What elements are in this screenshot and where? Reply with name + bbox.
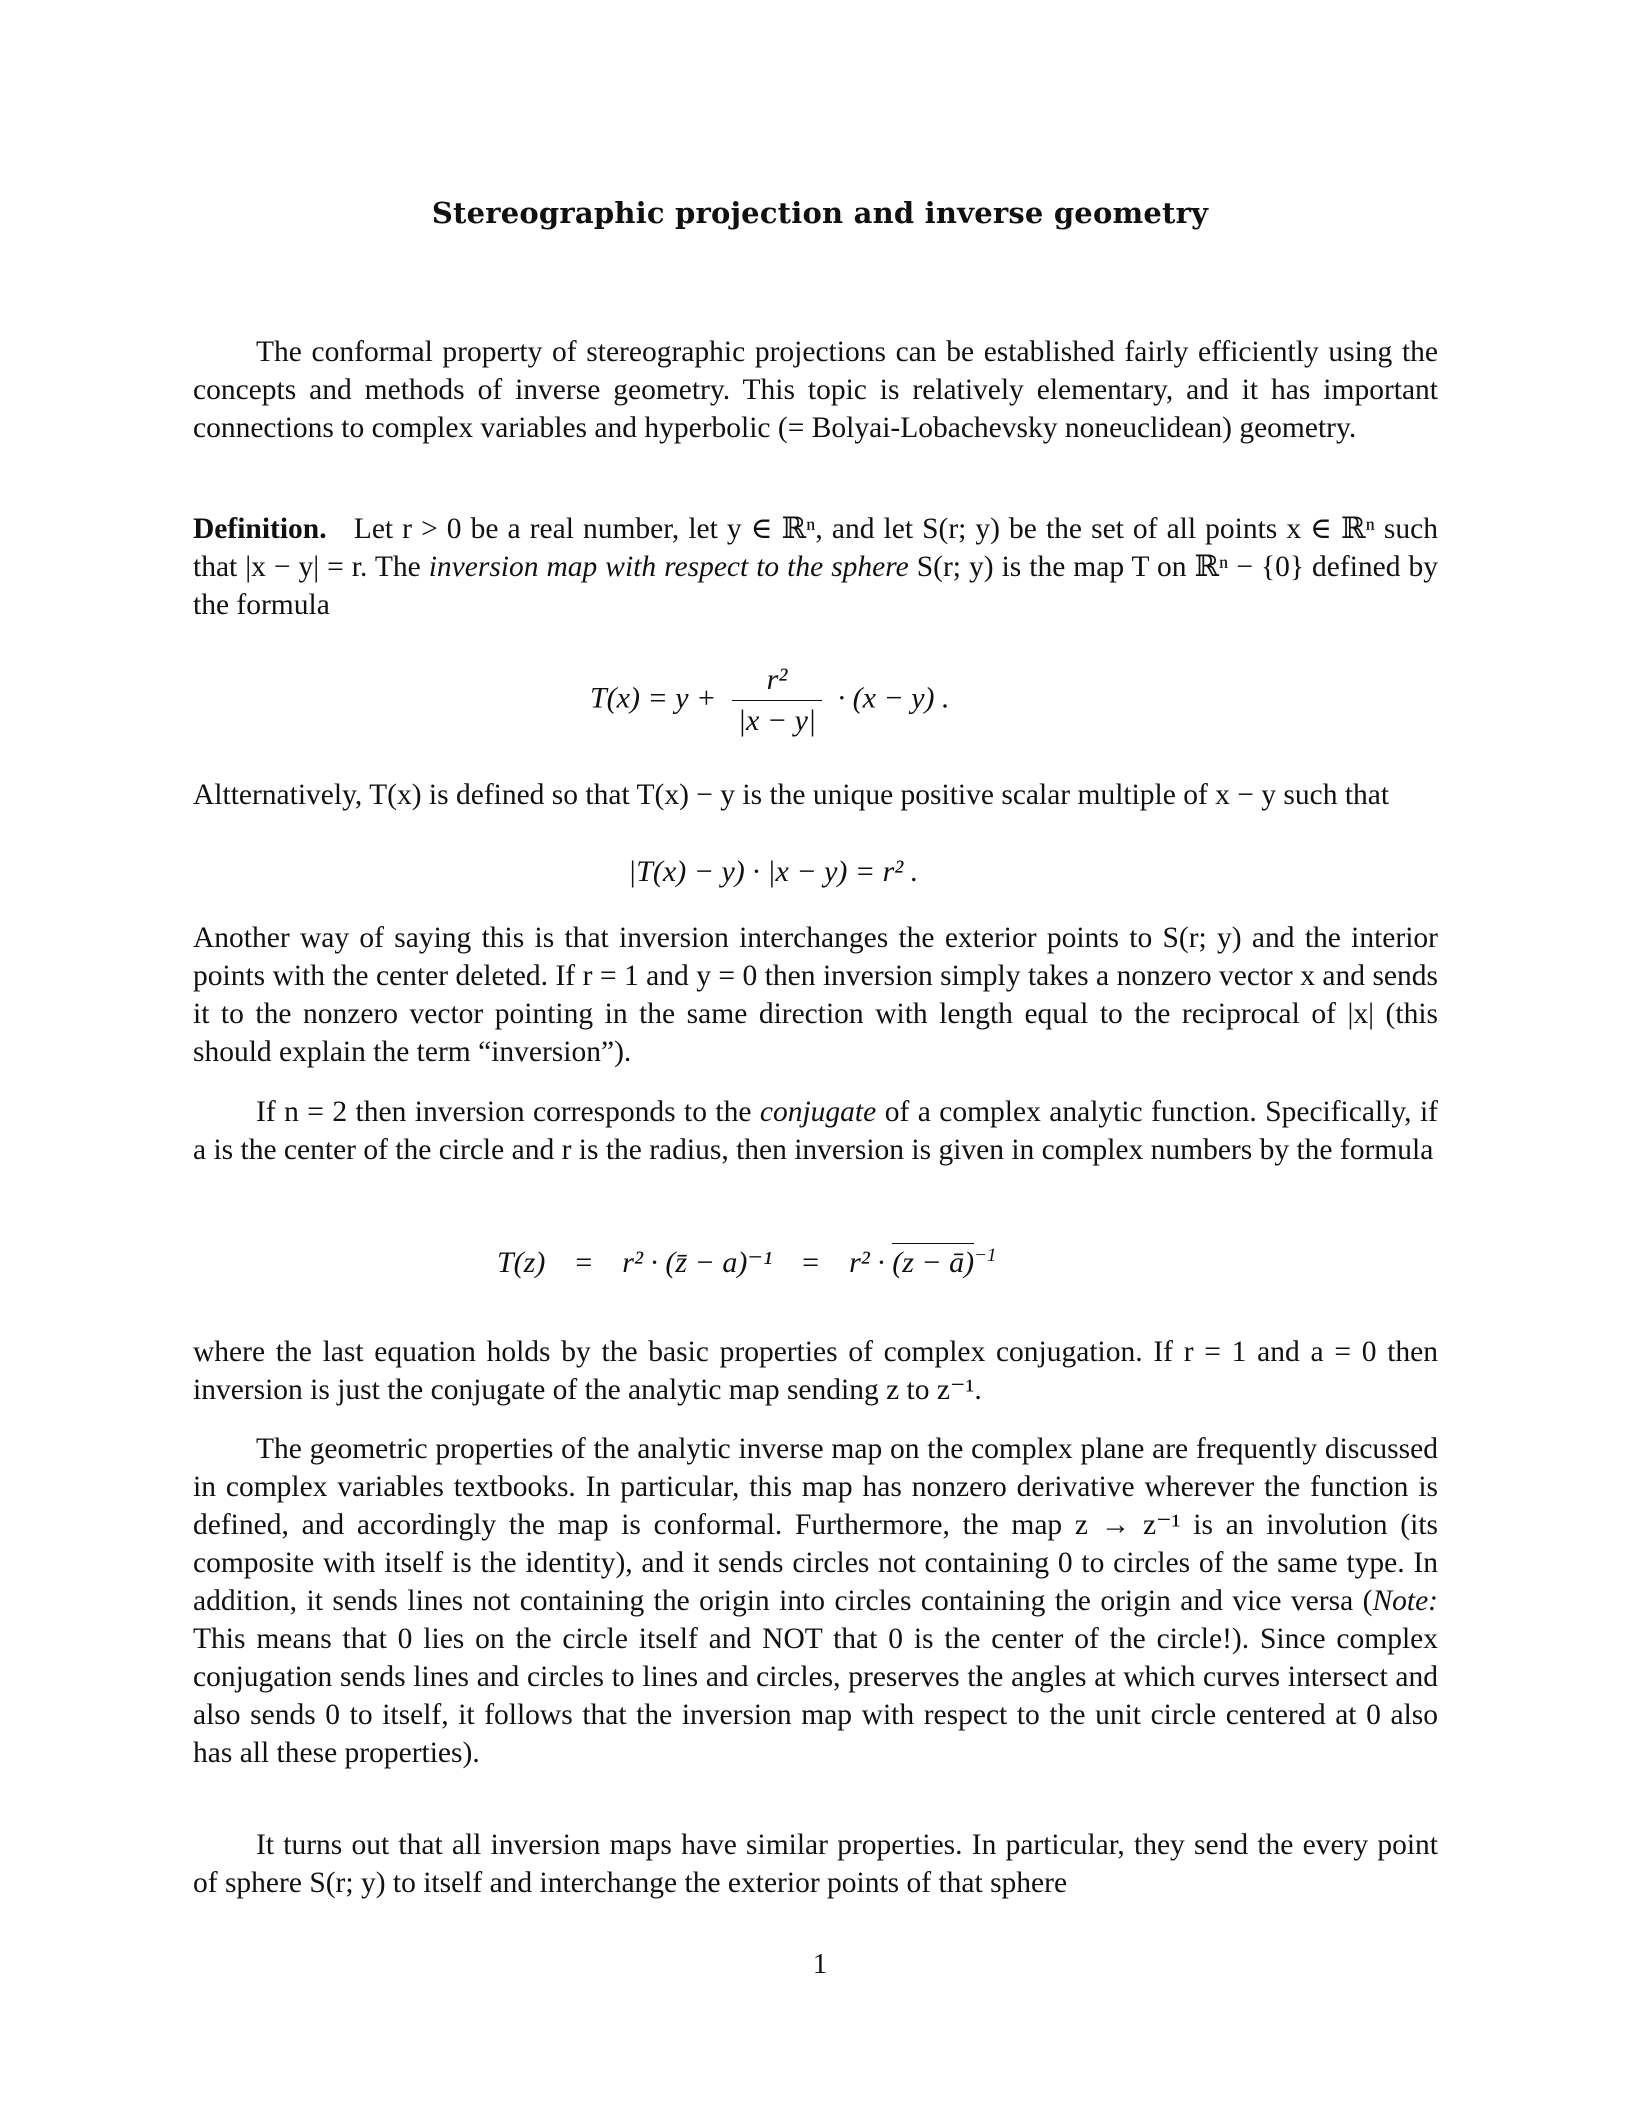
eq3-lhs: T(z) (497, 1246, 546, 1279)
equation-complex (497, 1245, 1197, 1280)
conjugate-emphasis: conjugate (759, 1096, 877, 1128)
geometric-text-a: The geometric properties of the analytic inverse map on the complex plane are frequently discussed in complex variables textbooks. In particular, this map has nonzero derivative wherever the function is defined, and accordingly the map is conformal. Furthermore, the map z → z⁻¹ is an involution (its composite with itself is the identity), and it sends circles not containing 0 to circles of the same type. In addition, it sends lines not containing the origin into circles containing the origin and vice versa ( (193, 1433, 1438, 1617)
eq1-denominator: |x − y| (737, 704, 817, 737)
page-number: 1 (812, 1948, 828, 1980)
conjugation-paragraph: where the last equation holds by the basic properties of complex conjugation. If r = 1 and a = 0 then inversion is just the conjugate of the analytic map sending z to z⁻¹. (193, 1336, 1438, 1406)
eq1-numerator: r² (732, 660, 822, 701)
geometric-text-b: This means that 0 lies on the circle itself and NOT that 0 is the center of the circle!). Since complex conjugation sends lines and circles to lines and circles, preserves the angles at which curves intersect and also sends 0 to itself, it follows that the inversion map with respect to the unit circle centered at 0 also has all these properties). (193, 1623, 1438, 1769)
definition-label: Definition. (193, 513, 327, 545)
eq3-middle: r² · (z̄ − a)⁻¹ (622, 1246, 773, 1279)
eq3-rhs-conjugate: (z − ā) (892, 1243, 974, 1279)
definition-paragraph (193, 510, 1438, 624)
eq2-text: |T(x) − y) · |x − y) = r² . (628, 855, 919, 888)
eq3-equals-2: = (802, 1246, 820, 1279)
equation-scalar (628, 855, 1128, 889)
eq3-rhs-exponent: −1 (974, 1245, 997, 1266)
eq1-rhs: · (x − y) . (837, 681, 950, 715)
definition-text-a: Let r > 0 be a real number, let y ∈ ℝⁿ, and let S(r; y) be the set of all points x ∈ ℝⁿ such that |x − y| = r. The (193, 513, 1438, 583)
page-title: Stereographic projection and inverse geometry (431, 196, 1209, 230)
eq1-lhs: T(x) = y + (590, 681, 717, 715)
complex-text-b: of a complex analytic function. Specifically, if a is the center of the circle and r is the radius, then inversion is given in complex numbers by the formula (193, 1096, 1439, 1166)
intro-paragraph: The conformal property of stereographic projections can be established fairly efficiently using the concepts and methods of inverse geometry. This topic is relatively elementary, and it has important connections to complex variables and hyperbolic (= Bolyai-Lobachevsky noneuclidean) geometry. (193, 336, 1438, 444)
geometric-properties-paragraph (193, 1430, 1438, 1772)
eq1-fraction (732, 660, 822, 741)
definition-text-b: S(r; y) is the map T on ℝⁿ − {0} defined by the formula (193, 551, 1438, 621)
complex-text-a: If n = 2 then inversion corresponds to the (256, 1096, 752, 1128)
equation-inversion (590, 660, 1190, 741)
eq3-equals-1: = (575, 1246, 593, 1279)
eq3-rhs-coef: r² · (849, 1246, 885, 1279)
similar-properties-paragraph: It turns out that all inversion maps have similar properties. In particular, they send the every point of sphere S(r; y) to itself and interchange the exterior points of that sphere (193, 1829, 1438, 1899)
complex-paragraph (193, 1093, 1438, 1169)
alternative-paragraph: Altternatively, T(x) is defined so that T(x) − y is the unique positive scalar multiple of x − y such that (193, 779, 1390, 811)
definition-emphasis: inversion map with respect to the sphere (428, 551, 909, 583)
note-emphasis: Note: (1372, 1585, 1438, 1617)
another-way-paragraph: Another way of saying this is that inversion interchanges the exterior points to S(r; y) and the interior points with the center deleted. If r = 1 and y = 0 then inversion simply takes a nonzero vector x and sends it to the nonzero vector pointing in the same direction with length equal to the reciprocal of |x| (this should explain the term “inversion”). (193, 922, 1438, 1068)
